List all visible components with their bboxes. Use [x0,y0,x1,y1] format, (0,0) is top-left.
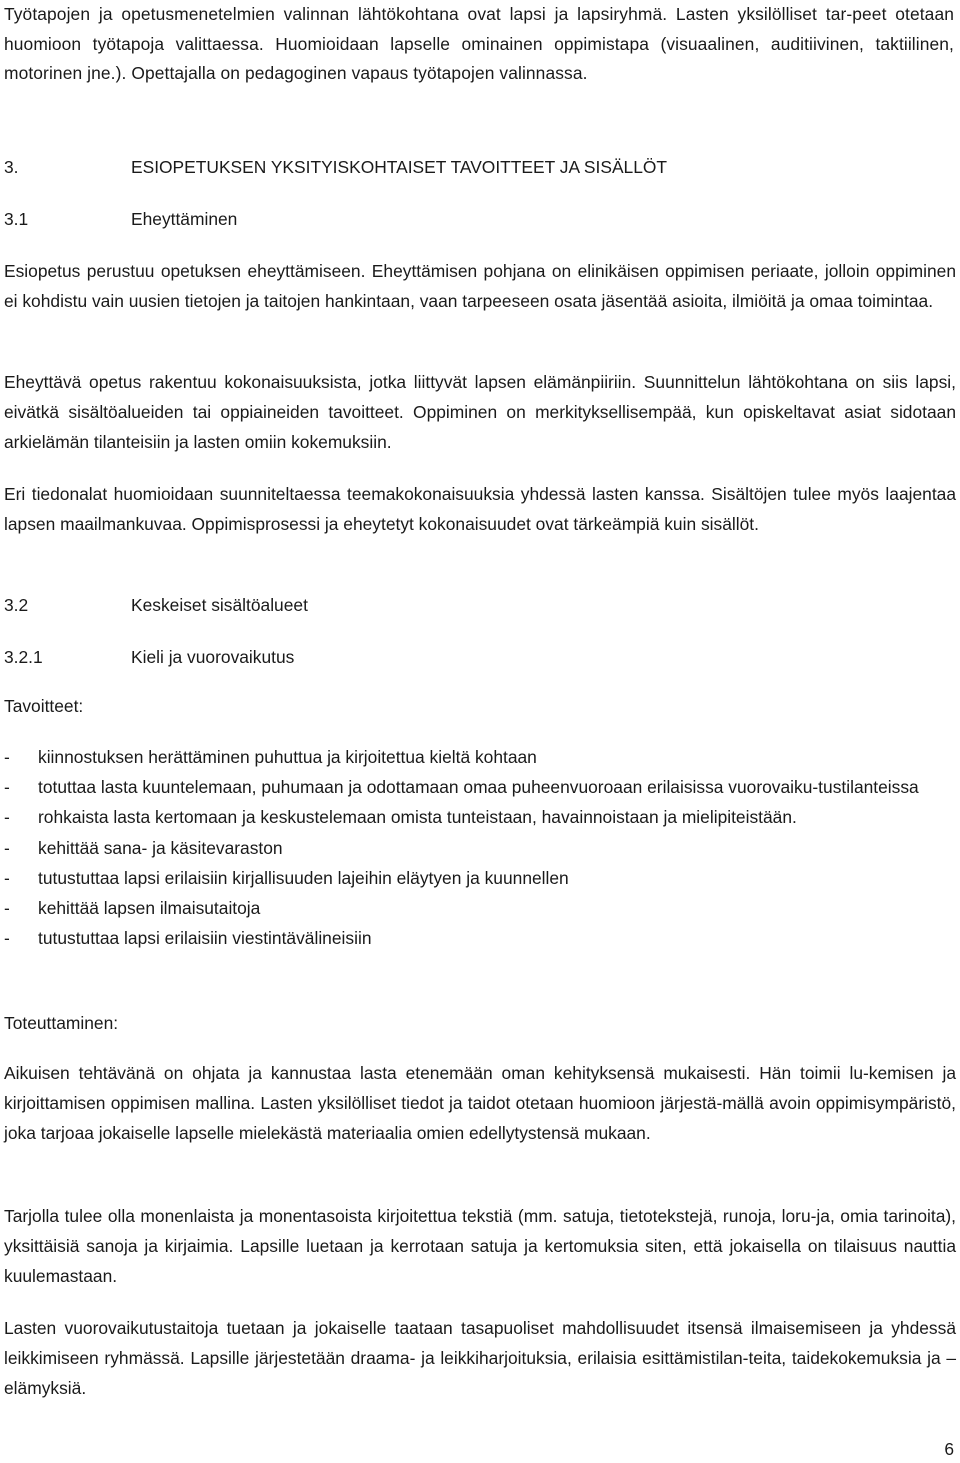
paragraph: Esiopetus perustuu opetuksen eheyttämiseen. Eheyttämisen pohjana on elinikäisen oppimisen periaate, jolloin oppiminen ei kohdistu vain uusien tietojen ja taitojen hankintaan, vaan tarpeeseen osata jäsentää asioita, ilmiöitä ja omaa toimintaa. [4,261,956,311]
paragraph: Eheyttävä opetus rakentuu kokonaisuuksista, jotka liittyvät lapsen elämänpiiriin. Suunnittelun lähtökohtana on siis lapsi, eivätkä sisältöalueiden tai oppiaineiden tavoitteet. Oppiminen on merkityksellisempää, kun opiskeltavat asiat sidotaan arkielämän tilanteisiin ja lasten omiin kokemuksiin. [4,372,956,452]
section-number: 3.1 [4,209,29,229]
paragraph: Lasten vuorovaikutustaitoja tuetaan ja jokaiselle taataan tasapuoliset mahdollisuudet itsensä ilmaisemiseen ja yhdessä leikkimiseen ryhmässä. Lapsille järjestetään draama- ja leikkiharjoituksia, erilaisia esittämistilan-teita, taidekokemuksia ja –elämyksiä. [4,1318,956,1398]
paragraph: Eri tiedonalat huomioidaan suunniteltaessa teemakokonaisuuksia yhdessä lasten kanssa. Sisältöjen tulee myös laajentaa lapsen maailmankuvaa. Oppimisprosessi ja eheytetyt kokonaisuudet ovat tärkeämpiä kuin sisällöt. [4,484,956,534]
list-item: - tutustuttaa lapsi erilaisiin kirjallisuuden lajeihin eläytyen ja kuunnellen [4,863,956,893]
goals-list [4,742,956,953]
section-number: 3. [4,157,19,177]
section-title: Keskeiset sisältöalueet [131,595,308,615]
implementation-label: Toteuttaminen: [4,1013,119,1033]
list-item: - kehittää sana- ja käsitevaraston [4,833,956,863]
list-item: - totuttaa lasta kuuntelemaan, puhumaan ja odottamaan omaa puheenvuoroaan erilaisissa vuorovaiku-tustilanteissa [4,772,956,802]
paragraph: Aikuisen tehtävänä on ohjata ja kannustaa lasta etenemään oman kehityksensä mukaisesti. Hän toimii lu-kemisen ja kirjoittamisen oppimisen mallina. Lasten yksilölliset tiedot ja taidot otetaan huomioon järjestä-mällä avoin oppimisympäristö, joka tarjoaa jokaiselle lapselle mielekästä materiaalia omien edellytystensä mukaan. [4,1063,956,1143]
list-item: - tutustuttaa lapsi erilaisiin viestintävälineisiin [4,923,956,953]
goals-label: Tavoitteet: [4,696,84,716]
list-dash: - [4,777,10,798]
page-number: 6 [944,1439,954,1459]
list-item: - rohkaista lasta kertomaan ja keskustelemaan omista tunteistaan, havainnoistaan ja mielipiteistään. [4,802,956,832]
section-title: ESIOPETUKSEN YKSITYISKOHTAISET TAVOITTEET JA SISÄLLÖT [131,157,668,177]
paragraph: Tarjolla tulee olla monenlaista ja monentasoista kirjoitettua tekstiä (mm. satuja, tietotekstejä, runoja, loru-ja, omia tarinoita), yksittäisiä sanoja ja kirjaimia. Lapsille luetaan ja kerrotaan satuja ja kertomuksia siten, että jokaisella on tilaisuus nauttia kuulemastaan. [4,1206,956,1286]
list-dash: - [4,928,10,949]
section-number: 3.2.1 [4,647,43,667]
list-dash: - [4,898,10,919]
list-item: - kiinnostuksen herättäminen puhuttua ja kirjoitettua kieltä kohtaan [4,742,956,772]
section-title: Kieli ja vuorovaikutus [131,647,295,667]
list-item: - kehittää lapsen ilmaisutaitoja [4,893,956,923]
list-dash: - [4,807,10,828]
intro-paragraph: Työtapojen ja opetusmenetelmien valinnan lähtökohtana ovat lapsi ja lapsiryhmä. Lasten yksilölliset tar-peet otetaan huomioon työtapoja valittaessa. Huomioidaan lapselle ominainen oppimistapa (visuaalinen, auditiivinen, taktiilinen, motorinen jne.). Opettajalla on pedagoginen vapaus työtapojen valinnassa. [4,4,954,83]
list-dash: - [4,867,10,888]
section-number: 3.2 [4,595,29,615]
section-title: Eheyttäminen [131,209,238,229]
list-dash: - [4,837,10,858]
list-dash: - [4,747,10,767]
